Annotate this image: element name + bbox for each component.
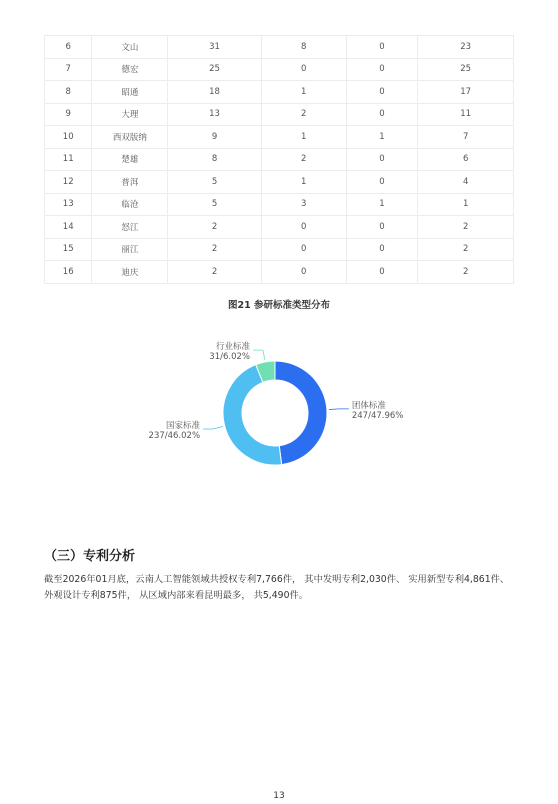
table-cell: 0: [261, 216, 346, 239]
table-cell: 1: [261, 126, 346, 149]
table-cell: 德宏: [92, 58, 168, 81]
slice-name-label: 国家标准: [166, 421, 201, 432]
table-cell: 西双版纳: [92, 126, 168, 149]
table-cell: 楚雄: [92, 148, 168, 171]
table-cell: 5: [168, 171, 262, 194]
table-cell: 8: [261, 36, 346, 59]
table-cell: 2: [418, 261, 514, 284]
table-cell: 1: [418, 193, 514, 216]
table-cell: 25: [168, 58, 262, 81]
slice-value-label: 31/6.02%: [209, 352, 250, 363]
slice-value-label: 247/47.96%: [351, 410, 404, 421]
table-cell: 2: [418, 216, 514, 239]
table-cell: 8: [45, 81, 92, 104]
table-cell: 15: [45, 238, 92, 261]
table-cell: 3: [261, 193, 346, 216]
table-cell: 0: [346, 216, 418, 239]
table-cell: 0: [346, 261, 418, 284]
chart-title: 图21 参研标准类型分布: [227, 300, 331, 311]
table-cell: 1: [346, 126, 418, 149]
table-cell: 11: [418, 103, 514, 126]
table-cell: 11: [45, 148, 92, 171]
table-cell: 0: [346, 36, 418, 59]
table-cell: 13: [168, 103, 262, 126]
table-cell: 6: [418, 148, 514, 171]
table-cell: 4: [418, 171, 514, 194]
table-cell: 9: [168, 126, 262, 149]
table-cell: 0: [261, 238, 346, 261]
table-cell: 2: [261, 148, 346, 171]
table-cell: 0: [261, 58, 346, 81]
table-cell: 23: [418, 36, 514, 59]
table-cell: 14: [45, 216, 92, 239]
table-cell: 10: [45, 126, 92, 149]
table-cell: 7: [418, 126, 514, 149]
table-cell: 1: [261, 171, 346, 194]
table-cell: 2: [168, 261, 262, 284]
table-cell: 9: [45, 103, 92, 126]
table-cell: 6: [45, 36, 92, 59]
table-cell: 8: [168, 148, 262, 171]
table-cell: 0: [261, 261, 346, 284]
table-cell: 7: [45, 58, 92, 81]
table-cell: 文山: [92, 36, 168, 59]
leader-line: [203, 427, 223, 430]
table-cell: 25: [418, 58, 514, 81]
table-cell: 2: [168, 238, 262, 261]
table-cell: 2: [168, 216, 262, 239]
table-cell: 12: [45, 171, 92, 194]
table-cell: 18: [168, 81, 262, 104]
table-cell: 31: [168, 36, 262, 59]
table-cell: 丽江: [92, 238, 168, 261]
slice-name-label: 团体标准: [351, 400, 386, 411]
section-heading: （三）专利分析: [44, 549, 136, 564]
table-cell: 0: [346, 81, 418, 104]
table-cell: 17: [418, 81, 514, 104]
leader-line: [329, 409, 349, 410]
leader-line: [253, 350, 265, 360]
donut-slice: [275, 361, 327, 465]
table-cell: 怒江: [92, 216, 168, 239]
table-cell: 2: [418, 238, 514, 261]
table-cell: 5: [168, 193, 262, 216]
slice-value-label: 237/46.02%: [148, 431, 201, 442]
table-cell: 1: [346, 193, 418, 216]
table-cell: 0: [346, 103, 418, 126]
table-cell: 0: [346, 238, 418, 261]
table-cell: 0: [346, 148, 418, 171]
slice-name-label: 行业标准: [215, 342, 250, 353]
patent-paragraph: 截至2026年01月底，云南人工智能领域共授权专利7,766件， 其中发明专利2,030件、 实用新型专利4,861件、 外观设计专利875件， 从区域内部来看昆明最多， 共5,490件。: [44, 574, 510, 601]
table-cell: 16: [45, 261, 92, 284]
table-cell: 昭通: [92, 81, 168, 104]
table-cell: 2: [261, 103, 346, 126]
table-cell: 迪庆: [92, 261, 168, 284]
table-cell: 13: [45, 193, 92, 216]
table-cell: 0: [346, 171, 418, 194]
table-cell: 普洱: [92, 171, 168, 194]
page-number: 13: [273, 791, 285, 801]
table-cell: 1: [261, 81, 346, 104]
table-cell: 0: [346, 58, 418, 81]
table-cell: 临沧: [92, 193, 168, 216]
table-cell: 大理: [92, 103, 168, 126]
